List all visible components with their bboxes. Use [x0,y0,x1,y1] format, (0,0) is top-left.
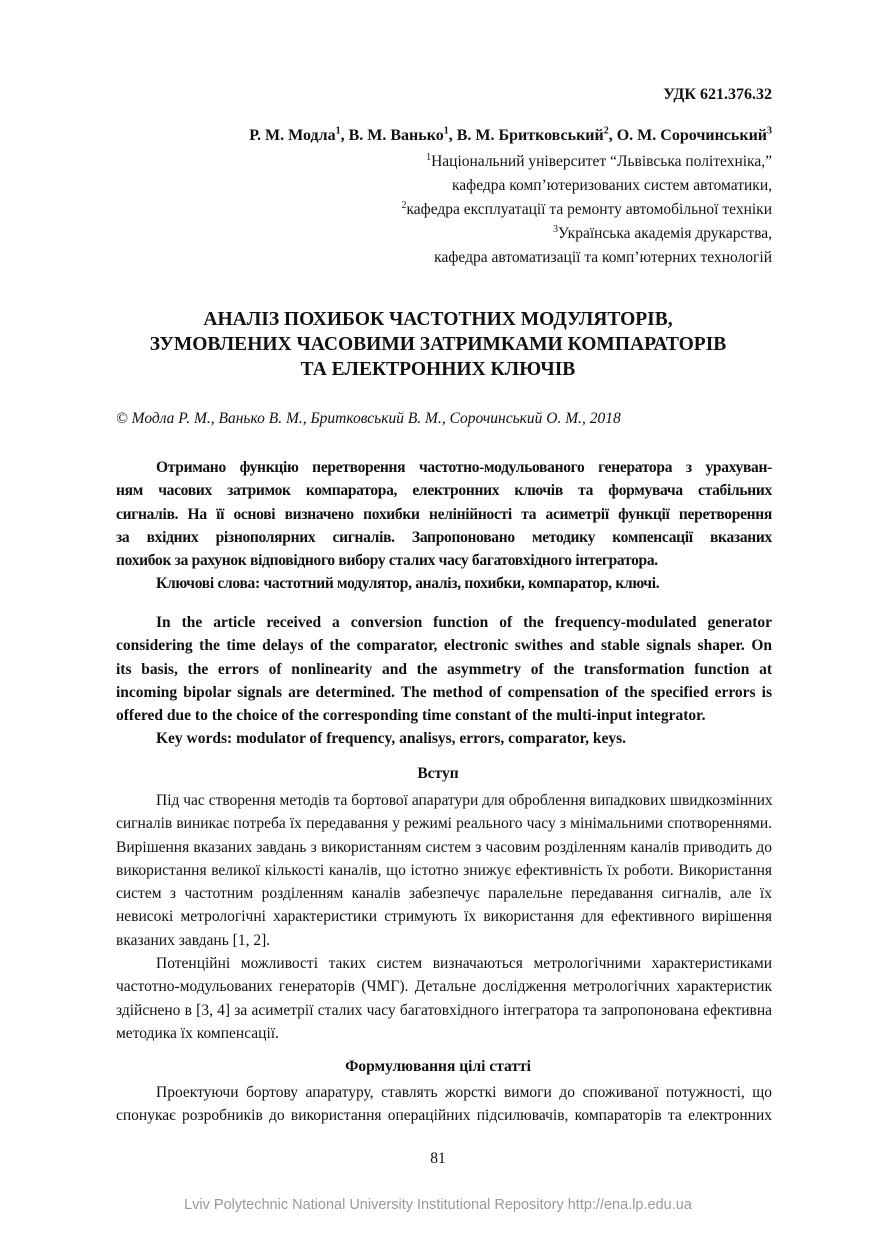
text-line: offered due to the choice of the corresponding time constant of the multi-input integrator. [116,707,706,725]
text-line: сигналів виникає потреба їх передавання у режимі реального часу з мінімальними спотвореннями. [116,815,772,833]
text-line: considering the time delays of the comparator, electronic swithes and stable signals shaper. On [116,637,772,655]
affiliation-line [401,198,772,222]
text-line: сигналів. На її основі визначено похибки нелінійності та асиметрії функції перетворення [116,505,772,523]
affiliation-mark: 1 [335,125,341,137]
text-line: здійснено в [3, 4] за асиметрії сталих часу багатовхідного інтегратора та запропонована ефективна [116,1001,772,1019]
affiliation-mark: 3 [767,125,772,137]
abstract-uk [116,456,772,596]
section-heading-goal: Формулювання цілі статті [345,1058,531,1075]
text-line: за вхідних різнополярних сигналів. Запропоновано методику компенсації вказаних [116,528,772,546]
text-line: частотно-модульованих генераторів (ЧМГ). Детальне дослідження метрологічних характеристик [116,978,772,996]
affiliation-mark: 3 [553,223,559,235]
text-line: спонукає розробників до використання операційних підсилювачів, компараторів та електронних [116,1107,772,1125]
affiliation-text: кафедра автоматизації та комп’ютерних технологій [434,249,772,266]
text-line: невисокі метрологічні характеристики стримують їх використання для ефективного вирішення [116,908,772,926]
text-line: похибок за рахунок відповідного вибору сталих часу багатовхідного інтегратора. [116,552,658,570]
affiliation-mark: 1 [443,125,449,137]
text-line: In the article received a conversion function of the frequency-modulated generator [156,614,772,631]
text-line: Потенційні можливості таких систем визначаються метрологічними характеристиками [156,955,772,972]
affiliations [401,150,772,270]
affiliation-line [401,222,772,246]
keywords: Key words: modulator of frequency, analisys, errors, comparator, keys. [156,730,626,748]
affiliation-text: Українська академія друкарства, [558,225,772,242]
title-line: АНАЛІЗ ПОХИБОК ЧАСТОТНИХ МОДУЛЯТОРІВ, [203,309,673,330]
author-name: В. М. Ванько [348,127,444,144]
affiliation-text: Національний університет “Львівська політехніка,” [431,153,772,170]
title-line: ЗУМОВЛЕНИХ ЧАСОВИМИ ЗАТРИМКАМИ КОМПАРАТОРІВ [149,334,727,355]
text-line: Вирішення вказаних завдань з використанням систем з часовим розділенням каналів приводить до [116,838,772,856]
text-line: its basis, the errors of nonlinearity and the asymmetry of the transformation function at [116,660,772,678]
text-line: використання великої кількості каналів, що істотно знижує ефективність їх роботи. Використання [116,861,772,879]
intro-paragraph-2 [116,952,772,1045]
article-title [0,307,876,382]
intro-paragraph-1 [116,789,772,952]
text-line: Проектуючи бортову апаратуру, ставлять жорсткі вимоги до споживаної потужності, що [156,1084,772,1101]
abstract-en [116,611,772,751]
authors-line: Р. М. Модла$^1$, В. М. Ванько$^1$, В. М. Бритковський$^2$, О. М. Сорочинський$^3$ [249,125,772,144]
author-name: Р. М. Модла [249,127,336,144]
text-line: ням часових затримок компаратора, електронних ключів та формувача стабільних [116,482,772,500]
affiliation-mark: 1 [426,151,432,163]
affiliation-mark: 2 [401,199,407,211]
section-heading-intro: Вступ [417,765,459,782]
title-line: ТА ЕЛЕКТРОННИХ КЛЮЧІВ [300,359,576,380]
keywords: Ключові слова: частотний модулятор, аналіз, похибки, компаратор, ключі. [156,575,660,593]
text-line: систем з частотним розділенням каналів забезпечує паралельне передавання сигналів, але їх [116,885,772,903]
affiliation-text: кафедра експлуатації та ремонту автомобільної техніки [406,201,772,218]
affiliation-text: кафедра комп’ютеризованих систем автоматики, [452,177,772,194]
copyright: © Модла Р. М., Ванько В. М., Бритковський В. М., Сорочинський О. М., 2018 [116,410,621,427]
author-name: В. М. Бритковський [456,127,604,144]
text-line: Під час створення методів та бортової апаратури для оброблення випадкових швидкозмінних [156,792,773,809]
text-line: вказаних завдань [1, 2]. [116,931,271,949]
repository-footer: Lviv Polytechnic National University Institutional Repository http://ena.lp.edu.ua [184,1197,692,1213]
affiliation-line [401,246,772,270]
goal-paragraph-1 [116,1081,772,1128]
text-line: методика їх компенсації. [116,1024,279,1042]
udc-code: УДК 621.376.32 [663,86,772,103]
affiliation-line [401,174,772,198]
text-line: incoming bipolar signals are determined. The method of compensation of the specified errors is [116,683,772,701]
page-number: 81 [430,1150,446,1167]
affiliation-mark: 2 [603,125,609,137]
affiliation-line [401,150,772,174]
text-line: Отримано функцію перетворення частотно-модульованого генератора з урахуван- [156,459,772,476]
author-name: О. М. Сорочинський [616,127,767,144]
